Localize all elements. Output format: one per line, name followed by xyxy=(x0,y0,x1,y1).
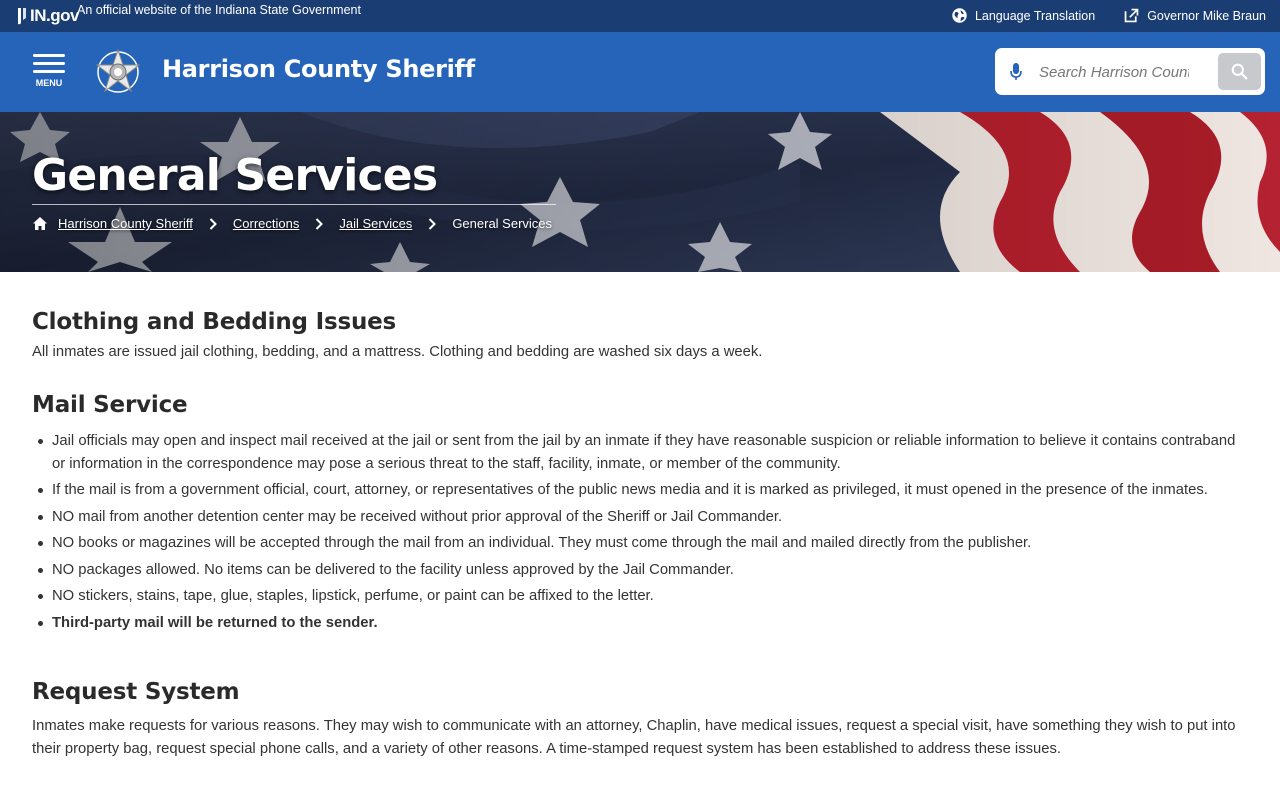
menu-button[interactable] xyxy=(32,54,66,94)
list-item: NO stickers, stains, tape, glue, staples, lipstick, perfume, or paint can be affixed to the letter. xyxy=(32,585,1248,608)
chevron-right-icon xyxy=(209,218,217,230)
microphone-icon[interactable] xyxy=(1009,62,1023,82)
menu-icon xyxy=(33,54,65,78)
list-item: NO packages allowed. No items can be delivered to the facility unless approved by the Jail Commander. xyxy=(32,559,1248,582)
governor-label: Governor Mike Braun xyxy=(1147,8,1266,23)
search-icon xyxy=(1231,63,1248,80)
language-translation-label: Language Translation xyxy=(974,8,1096,23)
state-topbar xyxy=(0,0,1280,32)
official-tagline: An official website of the Indiana State Government xyxy=(77,3,361,17)
clothing-text: All inmates are issued jail clothing, bedding, and a mattress. Clothing and bedding are washed six days a week. xyxy=(32,344,763,360)
search-input[interactable] xyxy=(1039,58,1189,86)
request-section xyxy=(32,676,1248,760)
hero-banner xyxy=(0,112,1280,272)
breadcrumb-link-sheriff[interactable]: Harrison County Sheriff xyxy=(58,216,193,231)
list-item: NO books or magazines will be accepted through the mail from an individual. They must come through the mail and mailed directly from the publisher. xyxy=(32,532,1248,555)
breadcrumb-link-jail-services[interactable]: Jail Services xyxy=(339,216,413,231)
breadcrumb xyxy=(32,216,552,231)
clothing-section xyxy=(32,306,762,364)
page-title: General Services xyxy=(32,150,438,201)
search-box xyxy=(995,48,1265,95)
site-title[interactable]: Harrison County Sheriff xyxy=(162,55,475,83)
chevron-right-icon xyxy=(315,218,323,230)
home-icon[interactable] xyxy=(32,216,48,231)
site-header xyxy=(0,32,1280,112)
governor-link[interactable] xyxy=(1123,7,1266,24)
mail-heading: Mail Service xyxy=(32,392,188,418)
title-divider xyxy=(32,204,556,205)
list-item: Jail officials may open and inspect mail received at the jail or sent from the jail by an inmate if they have reasonable suspicion or reliable information to believe it contains contraband or information in the correspondence may pose a serious threat to the staff, facility, inmate, or member of the community. xyxy=(32,430,1248,475)
search-button[interactable] xyxy=(1218,53,1261,90)
external-link-icon xyxy=(1123,7,1140,24)
chevron-right-icon xyxy=(428,218,436,230)
mail-rules-list xyxy=(32,430,1248,634)
ingov-logo-text: IN.gov xyxy=(30,6,79,25)
menu-label: MENU xyxy=(35,78,63,88)
request-text: Inmates make requests for various reasons. They may wish to communicate with an attorney, Chaplin, have medical issues, request a special visit, have something they wish to put into their property bag, request special phone calls, and a variety of other reasons. A time-stamped request system has been established to address these issues. xyxy=(32,718,1236,757)
sheriff-star-seal[interactable] xyxy=(93,48,143,96)
list-item: If the mail is from a government official, court, attorney, or representatives of the public news media and it is marked as privileged, it must opened in the presence of the inmates. xyxy=(32,479,1248,502)
list-item: Third-party mail will be returned to the sender. xyxy=(32,612,1248,635)
top-links xyxy=(951,7,1266,24)
breadcrumb-current: General Services xyxy=(452,216,553,231)
language-translation-link[interactable] xyxy=(951,7,1095,24)
mail-section xyxy=(32,389,1248,638)
ingov-logo-link[interactable] xyxy=(16,6,79,26)
list-item: NO mail from another detention center may be received without prior approval of the Sheriff or Jail Commander. xyxy=(32,506,1248,529)
breadcrumb-link-corrections[interactable]: Corrections xyxy=(232,216,300,231)
request-heading: Request System xyxy=(32,679,240,705)
ingov-flag-icon xyxy=(16,6,30,26)
globe-icon xyxy=(951,7,968,24)
clothing-heading: Clothing and Bedding Issues xyxy=(32,309,397,335)
